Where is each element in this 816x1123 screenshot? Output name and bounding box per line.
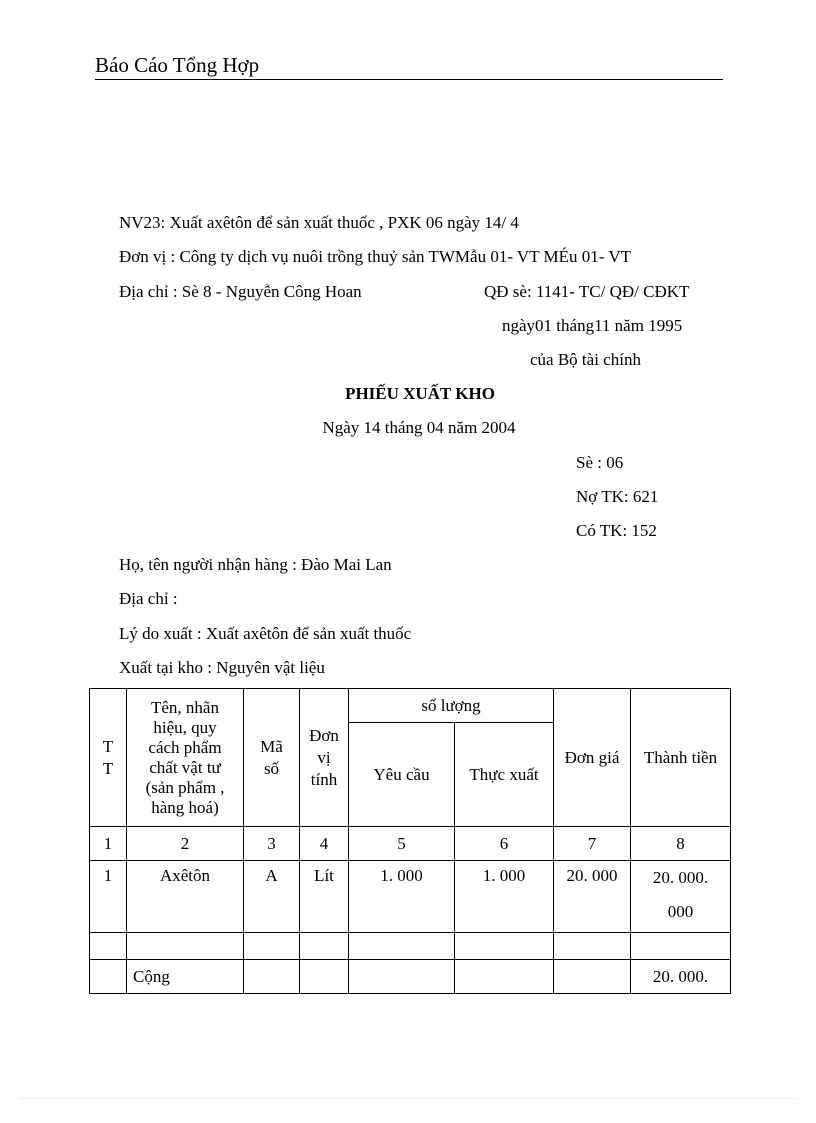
header-unit-price: Đơn giá <box>554 689 631 827</box>
warehouse-line: Xuất tại kho : Nguyên vật liệu <box>119 658 325 677</box>
col-number: 2 <box>127 827 244 861</box>
item-price: 20. 000 <box>554 861 631 933</box>
total-label: Cộng <box>127 960 244 994</box>
slip-date: Ngày 14 tháng 04 năm 2004 <box>322 418 516 437</box>
decision-issuer-line: của Bộ tài chính <box>530 350 641 369</box>
table-row <box>90 861 731 933</box>
item-actual: 1. 000 <box>455 861 554 933</box>
item-amount: 20. 000. 000 <box>631 861 731 933</box>
item-unit: Lít <box>300 861 349 933</box>
slip-number: Sè : 06 <box>576 453 624 472</box>
slip-title: PHIẾU XUẤT KHO <box>345 384 495 403</box>
nv-line: NV23: Xuất axêtôn để sản xuất thuốc , PXK 06 ngày 14/ 4 <box>119 213 519 232</box>
item-tt: 1 <box>90 861 127 933</box>
header-item-name: Tên, nhãn hiệu, quy cách phẩm chất vật tư (sản phẩm , hàng hoá) <box>127 689 244 827</box>
col-number: 6 <box>455 827 554 861</box>
col-number: 5 <box>349 827 455 861</box>
col-number: 7 <box>554 827 631 861</box>
header-tt: T T <box>90 689 127 827</box>
total-amount: 20. 000. <box>631 960 731 994</box>
header-quantity: số lượng <box>349 689 554 723</box>
header-actual: Thực xuất <box>455 723 554 827</box>
col-number: 3 <box>244 827 300 861</box>
recipient-name: Họ, tên người nhận hàng : Đào Mai Lan <box>119 555 392 574</box>
header-unit: Đơn vị tính <box>300 689 349 827</box>
item-code: A <box>244 861 300 933</box>
col-number: 1 <box>90 827 127 861</box>
item-requested: 1. 000 <box>349 861 455 933</box>
col-number: 4 <box>300 827 349 861</box>
credit-account: Có TK: 152 <box>576 521 657 540</box>
col-number: 8 <box>631 827 731 861</box>
unit-line: Đơn vị : Công ty dịch vụ nuôi trồng thuỷ sản TWMẫu 01- VT MÉu 01- VT <box>119 247 632 266</box>
header-amount: Thành tiền <box>631 689 731 827</box>
recipient-address: Địa chỉ : <box>119 589 178 608</box>
item-name: Axêtôn <box>127 861 244 933</box>
address-line: Địa chỉ : Sè 8 - Nguyễn Công Hoan <box>119 282 362 301</box>
export-reason: Lý do xuất : Xuất axêtôn để sản xuất thuốc <box>119 624 412 643</box>
total-row <box>90 960 731 994</box>
header-code: Mã số <box>244 689 300 827</box>
decision-date-line: ngày01 tháng11 năm 1995 <box>502 316 683 335</box>
debit-account: Nợ TK: 621 <box>576 487 659 506</box>
goods-table <box>89 688 731 994</box>
empty-row <box>90 933 731 960</box>
decision-line: QĐ sè: 1141- TC/ QĐ/ CĐKT <box>484 282 690 301</box>
page-bottom-rule <box>20 1098 796 1099</box>
column-number-row <box>90 827 731 861</box>
header-requested: Yêu cầu <box>349 723 455 827</box>
page-header: Báo Cáo Tổng Hợp <box>95 52 723 80</box>
